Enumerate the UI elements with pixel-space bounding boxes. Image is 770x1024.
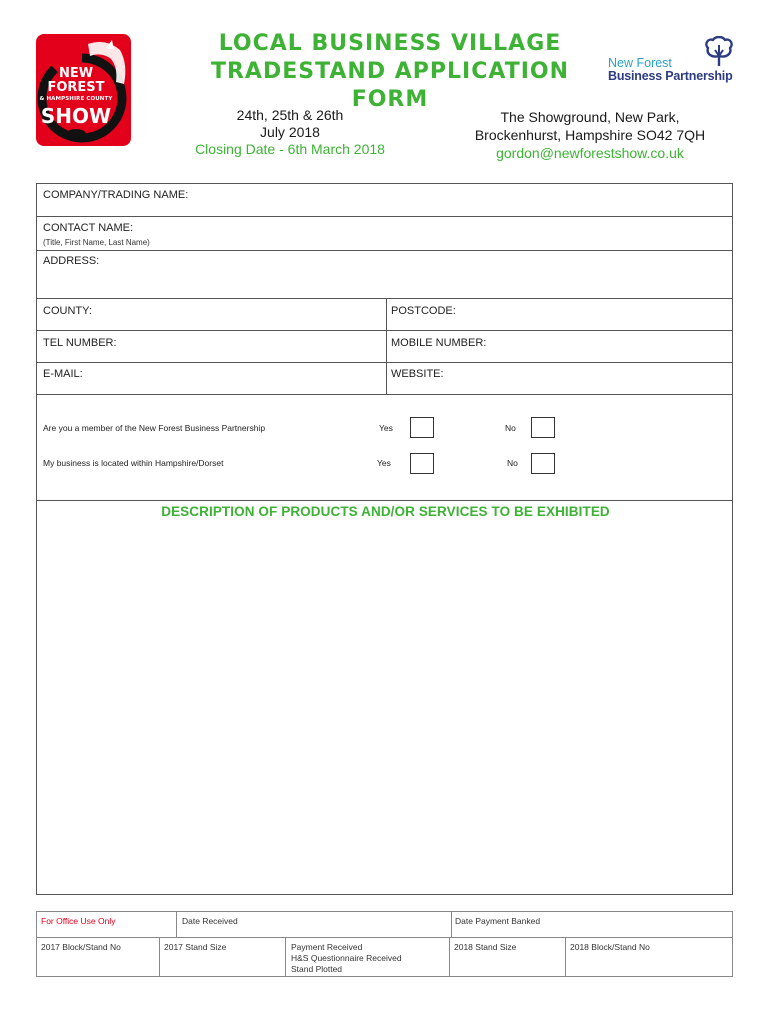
payment-received-label: Payment Received bbox=[291, 942, 363, 952]
table-divider bbox=[565, 937, 566, 977]
office-use-table bbox=[36, 911, 733, 977]
payment-status-field[interactable] bbox=[291, 942, 402, 975]
show-dates bbox=[180, 107, 400, 158]
table-divider bbox=[176, 912, 177, 937]
contact-name-label: CONTACT NAME: bbox=[43, 222, 134, 234]
mobile-number-label: MOBILE NUMBER: bbox=[391, 337, 487, 349]
tel-mobile-row bbox=[37, 331, 732, 363]
address-line-2: Brockenhurst, Hampshire SO42 7QH bbox=[474, 127, 706, 143]
address-label: ADDRESS: bbox=[43, 255, 100, 267]
dates-line-2: July 2018 bbox=[260, 124, 320, 140]
yes-label: Yes bbox=[379, 423, 393, 433]
office-use-label: For Office Use Only bbox=[41, 916, 116, 926]
hs-questionnaire-label: H&S Questionnaire Received bbox=[291, 953, 402, 963]
question-located-hampshire: My business is located within Hampshire/Dorset bbox=[43, 458, 224, 468]
closing-date: Closing Date - 6th March 2018 bbox=[195, 141, 385, 157]
table-divider bbox=[159, 937, 160, 977]
block-stand-2018-field[interactable]: 2018 Block/Stand No bbox=[570, 942, 650, 952]
company-name-label: COMPANY/TRADING NAME: bbox=[43, 189, 189, 201]
county-label: COUNTY: bbox=[43, 305, 92, 317]
table-divider bbox=[449, 937, 450, 977]
stand-size-2017-field[interactable]: 2017 Stand Size bbox=[164, 942, 227, 952]
date-received-field[interactable]: Date Received bbox=[182, 916, 238, 926]
row-divider bbox=[386, 331, 387, 362]
website-label: WEBSITE: bbox=[391, 368, 444, 380]
yes-label: Yes bbox=[377, 458, 391, 468]
oak-leaf-icon bbox=[702, 36, 736, 68]
logo-text-show: SHOW bbox=[40, 104, 112, 128]
question-partnership-member: Are you a member of the New Forest Business Partnership bbox=[43, 423, 266, 433]
table-divider bbox=[451, 912, 452, 937]
description-textarea[interactable] bbox=[37, 524, 732, 894]
contact-email-link[interactable]: gordon@newforestshow.co.uk bbox=[496, 145, 684, 161]
description-heading: DESCRIPTION OF PRODUCTS AND/OR SERVICES TO BE EXHIBITED bbox=[161, 504, 610, 519]
title-line-3: FORM bbox=[351, 87, 429, 112]
partnership-logo bbox=[606, 36, 736, 86]
located-no-checkbox[interactable] bbox=[531, 453, 555, 474]
county-postcode-row bbox=[37, 299, 732, 331]
row-divider bbox=[386, 363, 387, 394]
date-payment-banked-field[interactable]: Date Payment Banked bbox=[455, 916, 541, 926]
logo-text-new: NEW bbox=[58, 66, 94, 81]
title-line-2: TRADESTAND APPLICATION bbox=[210, 59, 569, 84]
located-yes-checkbox[interactable] bbox=[410, 453, 434, 474]
dates-line-1: 24th, 25th & 26th bbox=[236, 107, 344, 123]
show-logo bbox=[36, 34, 131, 146]
no-label: No bbox=[505, 423, 516, 433]
logo-text-forest: FOREST bbox=[47, 80, 105, 95]
member-no-checkbox[interactable] bbox=[531, 417, 555, 438]
email-label: E-MAIL: bbox=[43, 368, 83, 380]
contact-name-hint: (Title, First Name, Last Name) bbox=[43, 238, 150, 247]
no-label: No bbox=[507, 458, 518, 468]
partnership-line-1: New Forest bbox=[608, 56, 672, 70]
logo-text-hampshire: & HAMPSHIRE COUNTY bbox=[39, 96, 113, 102]
contact-name-field[interactable] bbox=[37, 217, 732, 251]
postcode-label: POSTCODE: bbox=[391, 305, 456, 317]
row-divider bbox=[386, 299, 387, 330]
application-form bbox=[36, 183, 733, 895]
stand-plotted-label: Stand Plotted bbox=[291, 964, 343, 974]
address-field[interactable] bbox=[37, 251, 732, 299]
partnership-line-2: Business Partnership bbox=[608, 69, 733, 83]
block-stand-2017-field[interactable]: 2017 Block/Stand No bbox=[41, 942, 121, 952]
title-line-1: LOCAL BUSINESS VILLAGE bbox=[218, 31, 562, 56]
address-line-1: The Showground, New Park, bbox=[500, 109, 680, 125]
member-yes-checkbox[interactable] bbox=[410, 417, 434, 438]
table-divider bbox=[285, 937, 286, 977]
table-divider bbox=[37, 937, 732, 938]
tel-number-label: TEL NUMBER: bbox=[43, 337, 117, 349]
show-address bbox=[440, 108, 740, 162]
stand-size-2018-field[interactable]: 2018 Stand Size bbox=[454, 942, 517, 952]
company-name-field[interactable] bbox=[37, 184, 732, 217]
membership-questions bbox=[37, 395, 732, 501]
email-website-row bbox=[37, 363, 732, 395]
form-title bbox=[190, 30, 590, 114]
